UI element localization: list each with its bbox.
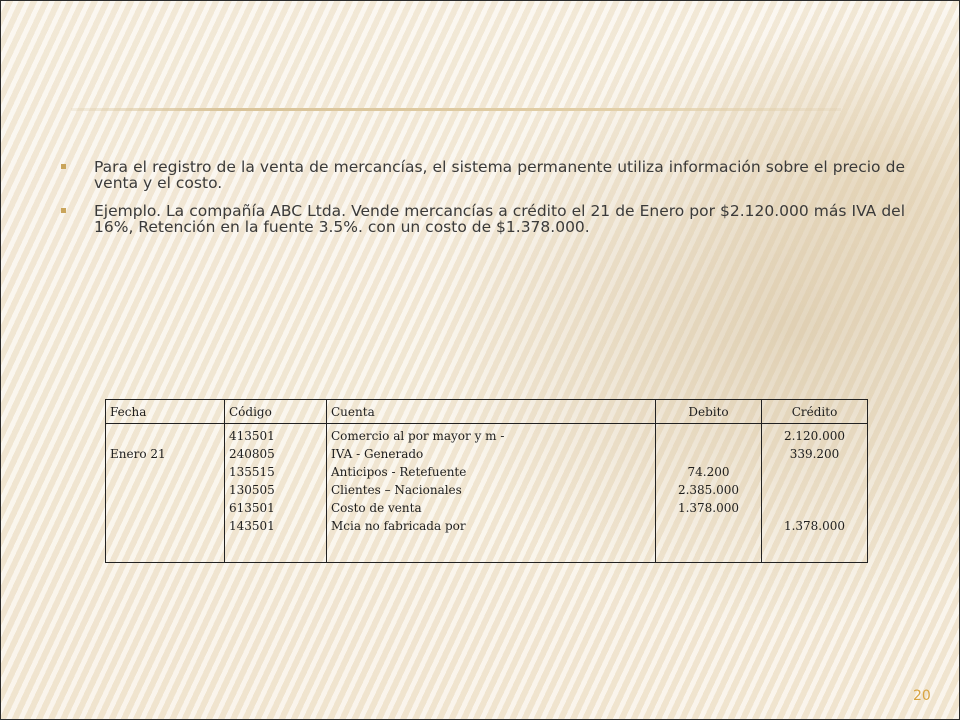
- credito-value: [766, 481, 863, 499]
- debito-value: 74.200: [687, 465, 730, 479]
- cuenta-cell: [327, 424, 656, 563]
- debito-value: 1.378.000: [677, 501, 740, 515]
- debito-value: [660, 517, 757, 535]
- credito-cell: [762, 424, 868, 563]
- table-row: [106, 424, 868, 563]
- journal-entry-table: [105, 399, 868, 563]
- header-codigo: Código: [225, 400, 327, 424]
- header-credito: Crédito: [762, 400, 868, 424]
- decorative-rule: [71, 108, 841, 111]
- bullet-text: Para el registro de la venta de mercancías, el sistema permanente utiliza información sobre el precio de venta y el costo.: [94, 158, 905, 192]
- cuenta-value: Comercio al por mayor y m -: [331, 429, 505, 443]
- page-number: 20: [913, 688, 931, 704]
- cuenta-value: Mcia no fabricada por: [331, 519, 466, 533]
- credito-value: 1.378.000: [783, 519, 846, 533]
- codigo-value: 135515: [229, 465, 275, 479]
- header-fecha: Fecha: [106, 400, 225, 424]
- codigo-cell: [225, 424, 327, 563]
- cuenta-value: Clientes – Nacionales: [331, 483, 462, 497]
- debito-value: 2.385.000: [677, 483, 740, 497]
- table-header-row: [106, 400, 868, 424]
- credito-value: [766, 499, 863, 517]
- codigo-value: 413501: [229, 429, 275, 443]
- codigo-value: 613501: [229, 501, 275, 515]
- bullet-item: [59, 159, 905, 191]
- fecha-cell: Enero 21: [106, 424, 225, 563]
- header-debito: Debito: [656, 400, 762, 424]
- cuenta-value: IVA - Generado: [331, 447, 424, 461]
- bullet-text: Ejemplo. La compañía ABC Ltda. Vende mercancías a crédito el 21 de Enero por $2.120.000 más IVA del 16%, Retención en la fuente 3.5%. con un costo de $1.378.000.: [94, 202, 905, 236]
- codigo-value: 240805: [229, 447, 275, 461]
- credito-value: 339.200: [789, 447, 840, 461]
- square-bullet-icon: [61, 208, 66, 213]
- credito-value: [766, 463, 863, 481]
- header-cuenta: Cuenta: [327, 400, 656, 424]
- credito-value: 2.120.000: [783, 429, 846, 443]
- bullet-list: [59, 159, 905, 247]
- debito-value: [660, 445, 757, 463]
- debito-cell: [656, 424, 762, 563]
- bullet-item: [59, 203, 905, 235]
- square-bullet-icon: [61, 164, 66, 169]
- cuenta-value: Costo de venta: [331, 501, 422, 515]
- cuenta-value: Anticipos - Retefuente: [331, 465, 467, 479]
- codigo-value: 143501: [229, 519, 275, 533]
- codigo-value: 130505: [229, 483, 275, 497]
- debito-value: [660, 427, 757, 445]
